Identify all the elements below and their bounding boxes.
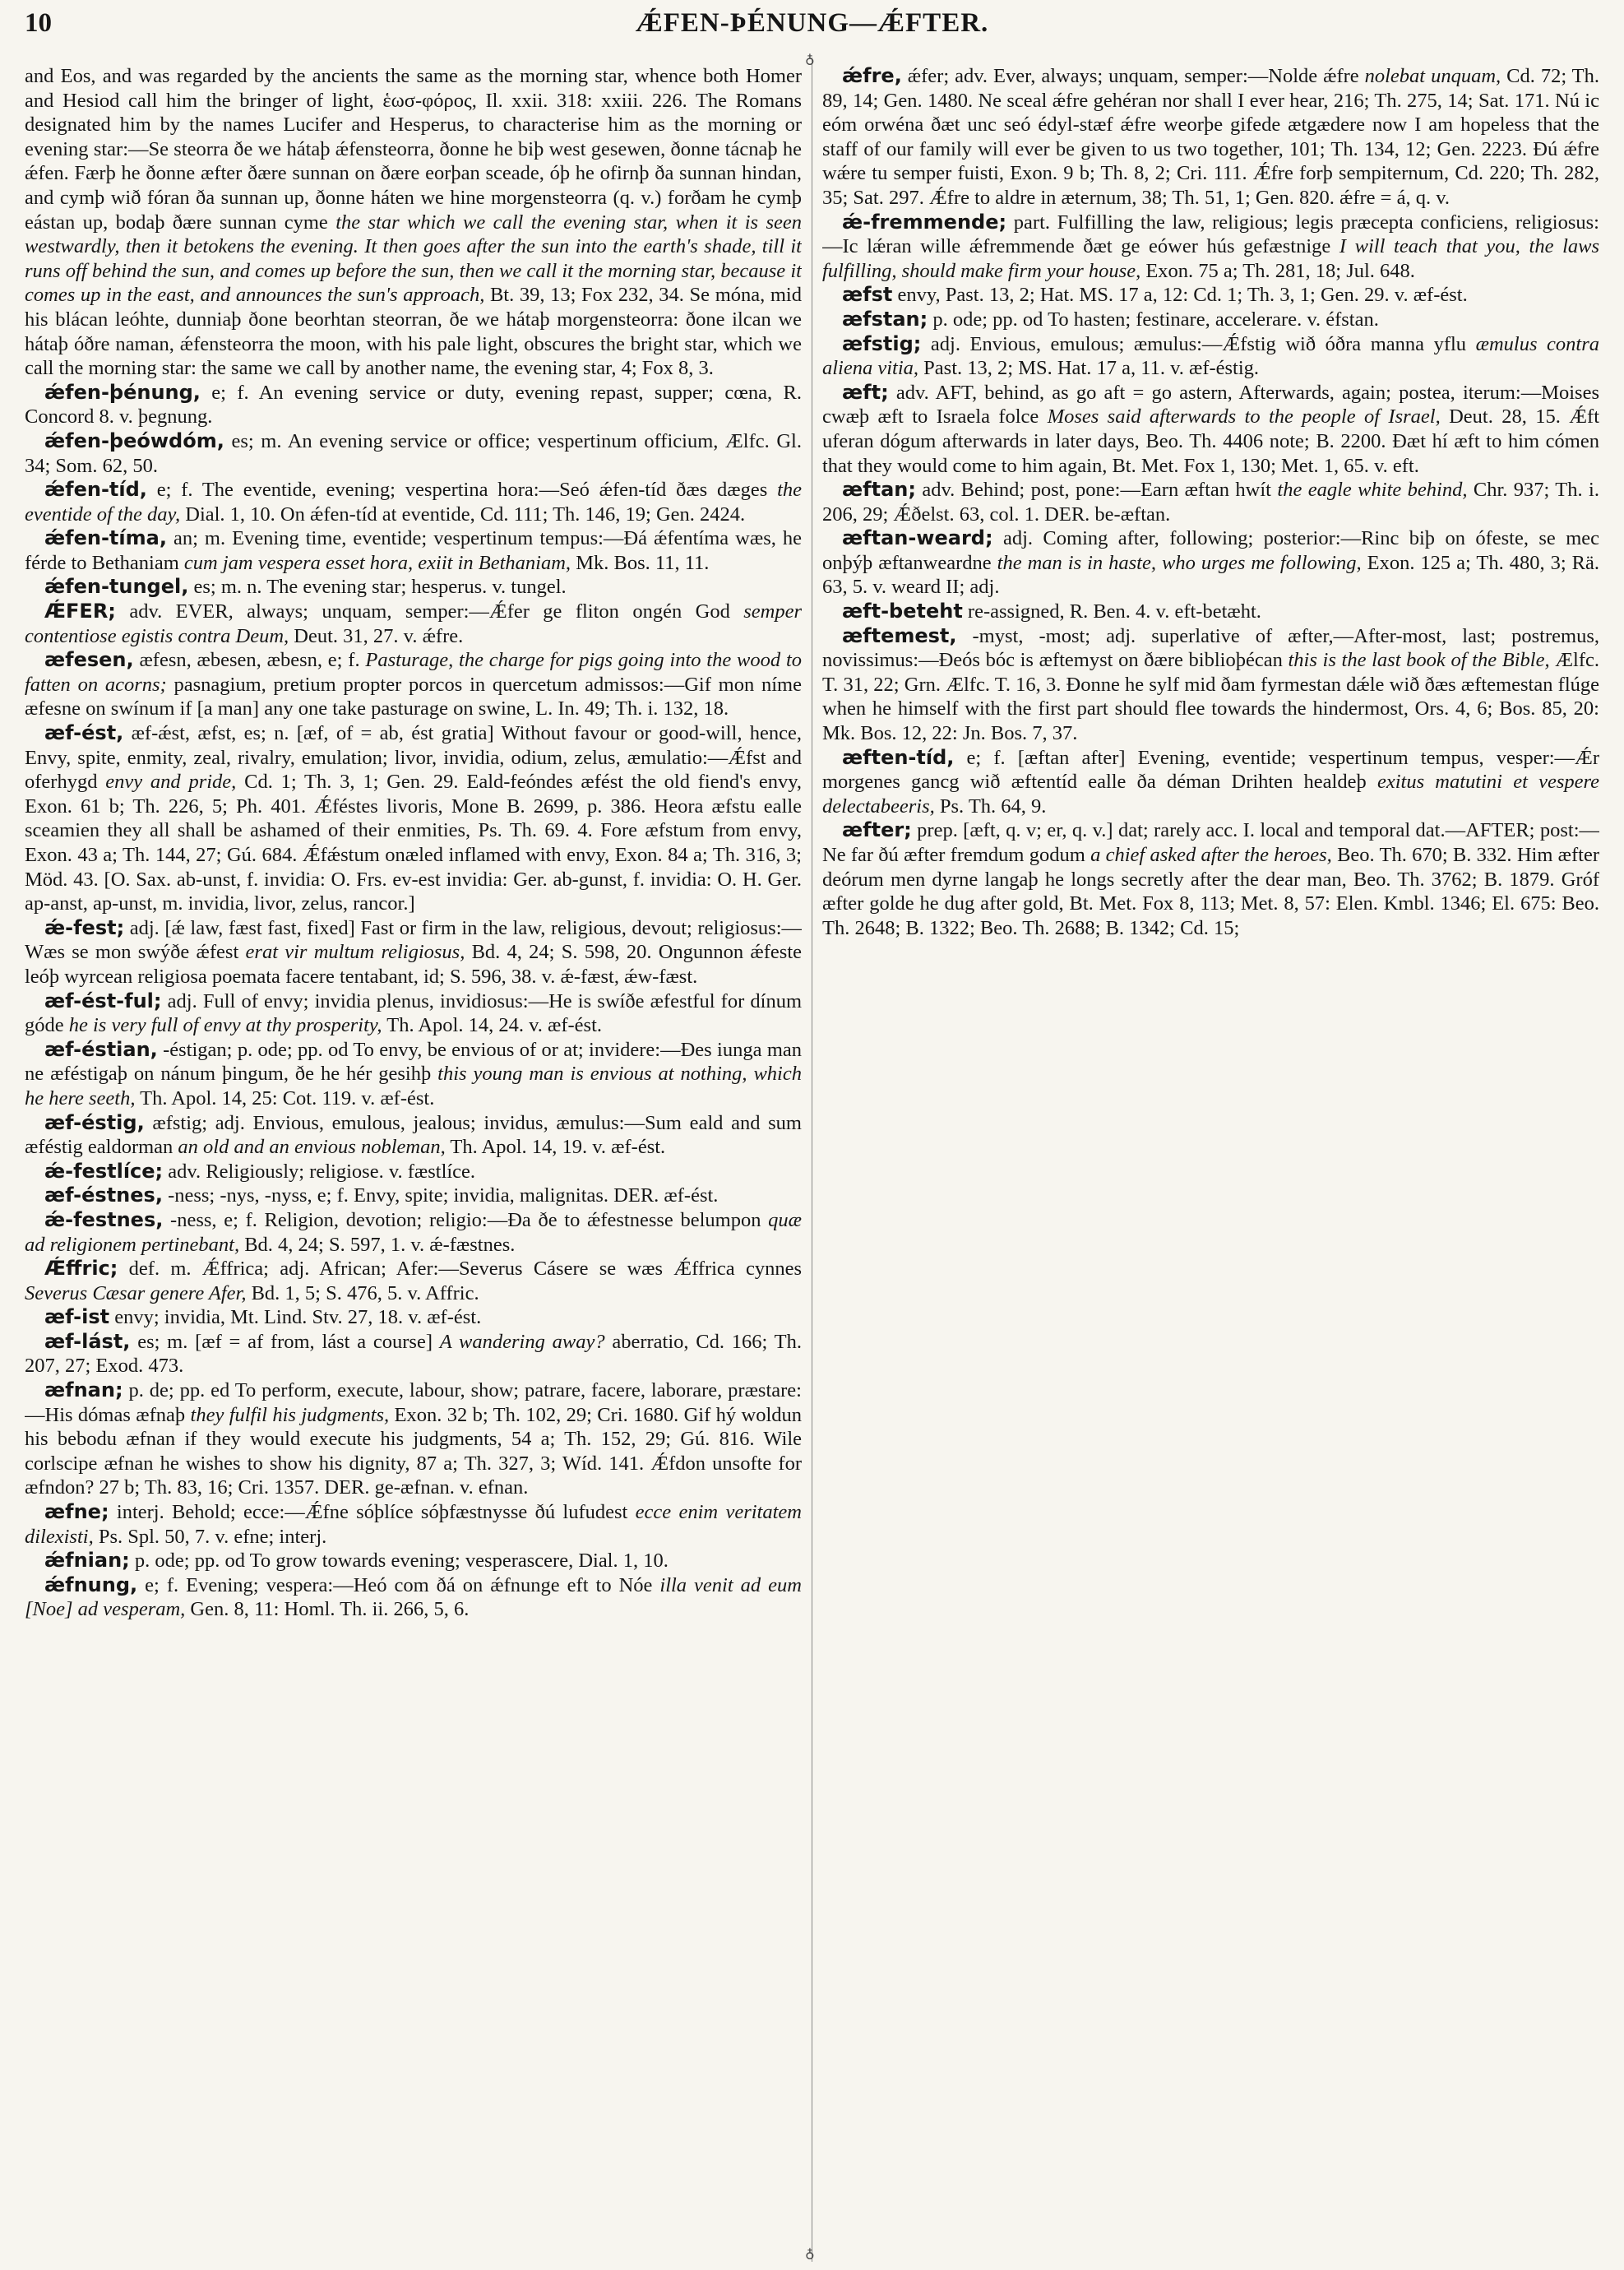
- entry-headword: æf-éstig,: [44, 1110, 145, 1134]
- entry-definition: p. ode; pp. od To hasten; festinare, accelerare. v. éfstan.: [928, 308, 1379, 331]
- entry-translation: A wandering away?: [439, 1330, 605, 1353]
- entry-definition: def. m. Ǽffrica; adj. African; Afer:—Severus Cásere se wæs Ǽffrica cynnes: [118, 1258, 802, 1281]
- entry-citations: Ælfc. T. 31, 22; Grn. Ælfc. T. 16, 3. Ðonne he sylf mid ðam fyrmestan dǽle wið ðæs æftemestan flúge when he himself with the first part should flee towards the hindermost, Ors. 4, 6; Bos. 85, 20: Mk. Bos. 12, 22: Jn. Bos. 7, 37.: [822, 649, 1599, 745]
- dictionary-entry: [822, 478, 1599, 526]
- dictionary-entry: [822, 600, 1599, 624]
- dictionary-entry: [822, 283, 1599, 308]
- entry-translation: the star which we call the evening star, when it is seen westwardly, then it betokens the evening. It then goes after the sun into the earth's shade, till it runs off behind the sun, and comes up before the sun, then we call it the morning star, because it comes up in the east, and announces the sun's approach,: [25, 211, 802, 307]
- entry-headword: æfstig;: [842, 331, 922, 355]
- entry-translation: he is very full of envy at thy prosperity,: [68, 1014, 382, 1037]
- entry-headword: ǽfen-tungel,: [44, 575, 189, 599]
- dictionary-entry: [25, 1573, 802, 1622]
- entry-translation: this young man is envious at nothing, which he here seeth,: [25, 1063, 802, 1110]
- entry-translation: æmulus contra aliena vitia,: [822, 332, 1599, 380]
- entry-translation: the eventide of the day,: [25, 479, 802, 526]
- entry-citations: Ps. Th. 64, 9.: [934, 794, 1047, 818]
- entry-headword: ǽfre,: [842, 64, 902, 87]
- dictionary-column-right: [822, 64, 1599, 2260]
- entry-headword: æfter;: [842, 818, 912, 842]
- entry-headword: æft-beteht: [842, 600, 963, 623]
- entry-headword: æf-lást,: [44, 1329, 131, 1353]
- entry-citations: Past. 13, 2; MS. Hat. 17 a, 11. v. æf-éstig.: [918, 357, 1260, 380]
- dictionary-column-left: [25, 64, 802, 2260]
- entry-citations: Bd. 4, 24; S. 598, 20. Ongunnon ǽfeste leóþ wyrcean religiosa poemata facere tentabant, id; S. 596, 38. v. ǽ-fæst, ǽw-fæst.: [25, 941, 802, 988]
- entry-citations: Th. Apol. 14, 19. v. æf-ést.: [445, 1136, 666, 1159]
- divider-ornament-icon: ♁: [805, 2247, 815, 2261]
- entry-definition: prep. [æft, q. v; er, q. v.] dat; rarely acc. I. local and temporal dat.—AFTER; post:—Ne far ðú æfter fremdum godum: [822, 819, 1599, 866]
- entry-definition: envy, Past. 13, 2; Hat. MS. 17 a, 12: Cd. 1; Th. 3, 1; Gen. 29. v. æf-ést.: [892, 284, 1468, 307]
- entry-definition: adj. [ǽ law, fæst fast, fixed] Fast or firm in the law, religious, devout; religiosus:—Wæs se mon swýðe ǽfest: [25, 916, 802, 964]
- entry-definition: æfstig; adj. Envious, emulous, jealous; invidus, æmulus:—Sum eald and sum æféstig ealdorman: [25, 1111, 802, 1159]
- entry-translation: nolebat unquam,: [1364, 65, 1501, 87]
- entry-definition: es; m. n. The evening star; hesperus. v. tungel.: [188, 576, 567, 599]
- dictionary-entry: [25, 1500, 802, 1549]
- entry-definition: part. Fulfilling the law, religious; legis præcepta conficiens, religiosus:—Ic lǽran wille ǽfremmende ðæt ge eówer hús gefæstnige: [822, 211, 1599, 258]
- dictionary-entry: [25, 1378, 802, 1500]
- entry-headword: æfst: [842, 283, 893, 307]
- dictionary-entry: [25, 1184, 802, 1208]
- entry-citations: Bd. 4, 24; S. 597, 1. v. ǽ-fæstnes.: [239, 1233, 516, 1256]
- dictionary-entry: [25, 1305, 802, 1330]
- dictionary-entry: [822, 332, 1599, 381]
- entry-translation: envy and pride,: [105, 771, 237, 794]
- entry-translation: cum jam vespera esset hora, exiit in Bethaniam,: [183, 551, 571, 574]
- entry-headword: ǽ-festlíce;: [44, 1159, 164, 1183]
- dictionary-entry: [25, 648, 802, 721]
- dictionary-entry: [25, 478, 802, 526]
- dictionary-entry: [25, 1330, 802, 1378]
- dictionary-entry: [25, 575, 802, 600]
- entry-headword: ǽfnung,: [44, 1573, 138, 1596]
- dictionary-entry: [822, 308, 1599, 332]
- dictionary-entry: [822, 64, 1599, 211]
- entry-citations: Exon. 32 b; Th. 102, 29; Cri. 1680. Gif hý woldun his bebodu æfnan if they would execute his judgments, 54 a; Th. 152, 29; Gú. 816. Wile corlscipe æfnan he wishes to show his dignity, 87 a; Th. 327, 3; Wíd. 141. Ǽfdon unsofte for æfndon? 27 b; Th. 83, 16; Cri. 1357. DER. ge-æfnan. v. efnan.: [25, 1403, 802, 1499]
- entry-headword: æftan-weard;: [842, 526, 993, 550]
- entry-definition: -éstigan; p. ode; pp. od To envy, be envious of or at; invidere:—Ðes iunga man ne æféstigaþ on nánum þingum, ðe he hér gesihþ: [25, 1038, 802, 1086]
- dictionary-entry: [25, 429, 802, 478]
- entry-headword: ǽfnian;: [44, 1549, 130, 1573]
- entry-headword: æf-éstian,: [44, 1037, 158, 1061]
- entry-definition: p. ode; pp. od To grow towards evening; vesperascere, Dial. 1, 10.: [129, 1550, 669, 1573]
- entry-headword: æfnan;: [44, 1378, 123, 1402]
- dictionary-entry: [822, 818, 1599, 940]
- entry-definition: es; m. An evening service or office; vespertinum officium, Ælfc. Gl. 34; Som. 62, 50.: [25, 429, 802, 477]
- entry-definition: e; f. An evening service or duty, evening repast, supper; cœna, R. Concord 8. v. þegnung.: [25, 381, 802, 429]
- entry-definition: -ness; -nys, -nyss, e; f. Envy, spite; invidia, malignitas. DER. æf-ést.: [162, 1184, 719, 1207]
- entry-definition: adv. AFT, behind, as go aft = go astern, Afterwards, again; postea, iterum:—Moises cwæþ æft to Israela folce: [822, 381, 1599, 429]
- entry-definition: -ness, e; f. Religion, devotion; religio:—Ða ðe to ǽfestnesse belumpon: [163, 1208, 769, 1231]
- entry-translation: quæ ad religionem pertinebant,: [25, 1208, 802, 1256]
- dictionary-entry: [822, 381, 1599, 478]
- entry-definition: an; m. Evening time, eventide; vespertinum tempus:—Ðá ǽfentíma wæs, he férde to Bethaniam: [25, 527, 802, 574]
- entry-citations: Gen. 8, 11: Homl. Th. ii. 266, 5, 6.: [185, 1598, 470, 1621]
- entry-headword: ǽ-festnes,: [44, 1207, 164, 1231]
- entry-citations: Exon. 75 a; Th. 281, 18; Jul. 648.: [1141, 259, 1415, 282]
- dictionary-entry: [25, 1038, 802, 1111]
- dictionary-entry: [25, 1549, 802, 1573]
- entry-definition: e; f. The eventide, evening; vespertina hora:—Seó ǽfen-tíd ðæs dæges: [146, 479, 778, 502]
- entry-headword: æftan;: [842, 478, 916, 502]
- entry-headword: æft;: [842, 380, 889, 404]
- entry-citations: Beo. Th. 670; B. 332. Him æfter deórum men dyrne langaþ he longs secretly after the dear man, Beo. Th. 3762; B. 1879. Gróf æfter golde he dug after gold, Bt. Met. Fox 8, 113; Met. 8, 57: Elen. Kmbl. 1346; El. 675: Beo. Th. 2648; B. 1322; Beo. Th. 2688; B. 1342; Cd. 15;: [822, 844, 1599, 939]
- page-number: 10: [25, 8, 52, 38]
- entry-definition: e; f. [æftan after] Evening, eventide; vespertinum tempus, vesper:—Ǽr morgenes gancg wið æftentíd ealle ða déman Drihten healdeþ: [822, 746, 1599, 794]
- entry-translation: I will teach that you, the laws fulfilling, should make firm your house,: [822, 235, 1599, 282]
- dictionary-entry: [25, 989, 802, 1038]
- entry-headword: ǽ-fremmende;: [842, 210, 1007, 234]
- entry-citations: aberratio, Cd. 166; Th. 207, 27; Exod. 473.: [25, 1330, 802, 1378]
- entry-definition: adj. Envious, emulous; æmulus:—Ǽfstig wið óðra manna yflu: [921, 332, 1476, 355]
- entry-citations: Deut. 28, 15. Ǽft uferan dógum afterwards in later days, Beo. Th. 4406 note; B. 2200. Ðæt hí æft to him cómen that they would come to him again, Bt. Met. Fox 1, 130; Met. 1, 65. v. eft.: [822, 405, 1599, 477]
- dictionary-entry: [822, 746, 1599, 819]
- entry-citations: Ps. Spl. 50, 7. v. efne; interj.: [93, 1525, 327, 1548]
- dictionary-entry: [822, 526, 1599, 600]
- entry-citations: Deut. 31, 27. v. ǽfre.: [289, 624, 464, 647]
- entry-definition: adj. Full of envy; invidia plenus, invidiosus:—He is swíðe æfestful for dínum góde: [25, 989, 802, 1037]
- dictionary-entry: [25, 64, 802, 381]
- entry-definition: and Eos, and was regarded by the ancients the same as the morning star, whence both Homer and Hesiod call him the bringer of light, ἑωσ-φόρος, Il. xxii. 318: xxiii. 226. The Romans designated him by the names Lucifer and Hesperus, to characterise him as the morning or evening star:—Se steorra ðe we hátaþ ǽfensteorra, ðonne he biþ west gesewen, ðonne tácnaþ he ǽfen. Færþ he ðonne æfter ðære sunnan on ðære eorþan sceade, óþ he ofirnþ ða sunnan hindan, and cymþ wið fóran ða sunnan up, ðonne háten we hine morgensteorra (q. v.) forðam he cymþ eástan up, bodaþ ðære sunnan cyme: [25, 65, 802, 234]
- entry-definition: æf-ǽst, æfst, es; n. [æf, of = ab, ést gratia] Without favour or good-will, hence, Envy, spite, enmity, zeal, rivalry, emulation; livor, invidia, odium, zelus, æmulatio:—Ǽfst and oferhygd: [25, 722, 802, 794]
- entry-citations: Dial. 1, 10. On ǽfen-tíd at eventide, Cd. 111; Th. 146, 19; Gen. 2424.: [180, 503, 746, 526]
- entry-definition: ǽfer; adv. Ever, always; unquam, semper:—Nolde ǽfre: [901, 65, 1365, 87]
- entry-definition: es; m. [æf = af from, lást a course]: [130, 1330, 440, 1353]
- dictionary-entry: [822, 624, 1599, 746]
- entry-headword: æf-ést,: [44, 721, 124, 745]
- dictionary-entry: [25, 381, 802, 429]
- entry-headword: æf-ist: [44, 1305, 110, 1329]
- entry-citations: Mk. Bos. 11, 11.: [571, 551, 710, 574]
- entry-translation: the man is in haste, who urges me following,: [997, 551, 1362, 574]
- entry-citations: Th. Apol. 14, 24. v. æf-ést.: [382, 1014, 603, 1037]
- entry-translation: the eagle white behind,: [1277, 479, 1468, 502]
- dictionary-entry: [25, 916, 802, 989]
- entry-headword: ǽfen-tíd,: [44, 478, 147, 502]
- entry-definition: adv. EVER, always; unquam, semper:—Ǽfer ge fliton ongén God: [115, 600, 744, 623]
- dictionary-entry: [25, 1160, 802, 1184]
- entry-translation: semper contentiose egistis contra Deum,: [25, 600, 802, 647]
- entry-translation: an old and an envious nobleman,: [178, 1136, 446, 1159]
- entry-citations: pasnagium, pretium propter porcos in quercetum admissos:—Gif mon níme æfesne on swínum if [a man] any one take pasturage on swine, L. In. 49; Th. i. 132, 18.: [25, 673, 802, 720]
- dictionary-entry: [25, 526, 802, 575]
- entry-definition: interj. Behold; ecce:—Ǽfne sóþlíce sóþfæstnysse ðú lufudest: [109, 1501, 636, 1524]
- entry-headword: æfstan;: [842, 307, 928, 331]
- entry-definition: æfesn, æbesen, æbesn, e; f.: [133, 649, 366, 672]
- entry-translation: illa venit ad eum [Noe] ad vesperam,: [25, 1573, 802, 1621]
- entry-definition: re-assigned, R. Ben. 4. v. eft-betæht.: [962, 600, 1261, 623]
- page-header: [0, 0, 1624, 58]
- entry-headword: ǼFER;: [44, 600, 116, 623]
- entry-headword: Ǽffric;: [44, 1257, 118, 1281]
- entry-definition: adj. Coming after, following; posterior:—Rinc biþ on ófeste, se mec onþýþ æftanweardne: [822, 527, 1599, 574]
- entry-headword: æften-tíd,: [842, 745, 955, 769]
- entry-citations: Exon. 125 a; Th. 480, 3; Rä. 63, 5. v. weard II; adj.: [822, 551, 1599, 599]
- dictionary-entry: [25, 1208, 802, 1257]
- entry-citations: Cd. 1; Th. 3, 1; Gen. 29. Eald-feóndes æfést the old fiend's envy, Exon. 61 b; Th. 226, 5; Ph. 401. Ǽféstes livoris, Mone B. 2699, p. 386. Heora æfstu ealle sceamien they all shall be ashamed of their enmities, Ps. Th. 69. 4. Fore æfstum from envy, Exon. 43 a; Th. 144, 27; Gú. 684. Ǽfǽstum onæled inflamed with envy, Exon. 84 a; Th. 316, 3; Möd. 43. [O. Sax. ab-unst, f. invidia: O. Frs. ev-est invidia: Ger. ab-gunst, f. invidia: O. H. Ger. ap-anst, ap-unst, m. invidia, livor, zelus, rancor.]: [25, 771, 802, 915]
- entry-definition: adv. Behind; post, pone:—Earn æftan hwít: [915, 479, 1278, 502]
- divider-ornament-icon: ♁: [805, 53, 815, 67]
- entry-citations: Bt. 39, 13; Fox 232, 34. Se móna, mid his blácan leóhte, dunniaþ ðone beorhtan steorran, ðe we hátaþ morgensteorra: ðone ilcan we hátaþ óðre naman, ǽfensteorra the moon, with his pale light, obscures the bright star, which we call the morning star: the same we call by another name, the evening star, 4; Fox 8, 3.: [25, 284, 802, 380]
- dictionary-entry: [25, 1111, 802, 1160]
- dictionary-entry: [25, 600, 802, 648]
- entry-translation: exitus matutini et vespere delectabeeris,: [822, 771, 1599, 818]
- entry-citations: Cd. 72; Th. 89, 14; Gen. 1480. Ne sceal ǽfre gehéran nor shall I ever hear, 216; Th. 275, 14; Sat. 171. Nú ic eóm orwéna ðæt unc seó édyl-stæf ǽfre weorþe gifede ætgædere now I am hopeless that the staff of our family will ever be given to us two together, 101; Th. 134, 12; Gen. 2223. Ðú ǽfre wǽre tu semper fuisti, Exon. 9 b; Th. 8, 2; Cri. 111. Ǽfre forþ sempiternum, Cd. 220; Th. 282, 35; Sat. 297. Ǽfre to aldre in æternum, 38; Th. 51, 1; Gen. 820. ǽfre = á, q. v.: [822, 65, 1599, 209]
- entry-headword: æfesen,: [44, 648, 134, 672]
- entry-translation: ecce enim veritatem dilexisti,: [25, 1501, 802, 1548]
- entry-translation: this is the last book of the Bible,: [1288, 649, 1550, 672]
- entry-headword: æf-éstnes,: [44, 1184, 163, 1207]
- entry-translation: Moses said afterwards to the people of Israel,: [1047, 405, 1441, 429]
- entry-headword: æftemest,: [842, 623, 957, 647]
- entry-citations: Bd. 1, 5; S. 476, 5. v. Affric.: [246, 1281, 479, 1304]
- dictionary-entry: [25, 1257, 802, 1305]
- entry-definition: adv. Religiously; religiose. v. fæstlíce.: [163, 1160, 476, 1183]
- entry-citations: Chr. 937; Th. i. 206, 29; Ǽðelst. 63, col. 1. DER. be-æftan.: [822, 479, 1599, 526]
- entry-headword: æfne;: [44, 1500, 109, 1524]
- entry-headword: ǽ-fest;: [44, 915, 125, 939]
- entry-definition: e; f. Evening; vespera:—Heó com ðá on ǽfnunge eft to Nóe: [137, 1573, 660, 1596]
- running-head: ǼFEN-ÞÉNUNG—ǼFTER.: [635, 8, 989, 38]
- dictionary-entry: [25, 721, 802, 916]
- dictionary-entry: [822, 211, 1599, 284]
- entry-definition: envy; invidia, Mt. Lind. Stv. 27, 18. v. æf-ést.: [109, 1306, 482, 1329]
- entry-translation: erat vir multum religiosus,: [245, 941, 465, 964]
- entry-definition: -myst, -most; adj. superlative of æfter,—After-most, last; postremus, novissimus:—Ðeós bóc is æftemyst on ðære biblioþécan: [822, 624, 1599, 672]
- entry-headword: ǽfen-tíma,: [44, 526, 167, 550]
- entry-translation: Pasturage, the charge for pigs going into the wood to fatten on acorns;: [25, 649, 802, 696]
- entry-translation: Severus Cæsar genere Afer,: [25, 1281, 247, 1304]
- entry-definition: p. de; pp. ed To perform, execute, labour, show; patrare, facere, laborare, præstare:—His dómas æfnaþ: [25, 1379, 802, 1426]
- entry-headword: ǽfen-þeówdóm,: [44, 429, 224, 452]
- entry-translation: they fulfil his judgments,: [190, 1403, 390, 1426]
- entry-headword: æf-ést-ful;: [44, 989, 162, 1012]
- entry-translation: a chief asked after the heroes,: [1090, 844, 1332, 866]
- entry-citations: Th. Apol. 14, 25: Cot. 119. v. æf-ést.: [135, 1086, 435, 1110]
- entry-headword: ǽfen-þénung,: [44, 380, 201, 404]
